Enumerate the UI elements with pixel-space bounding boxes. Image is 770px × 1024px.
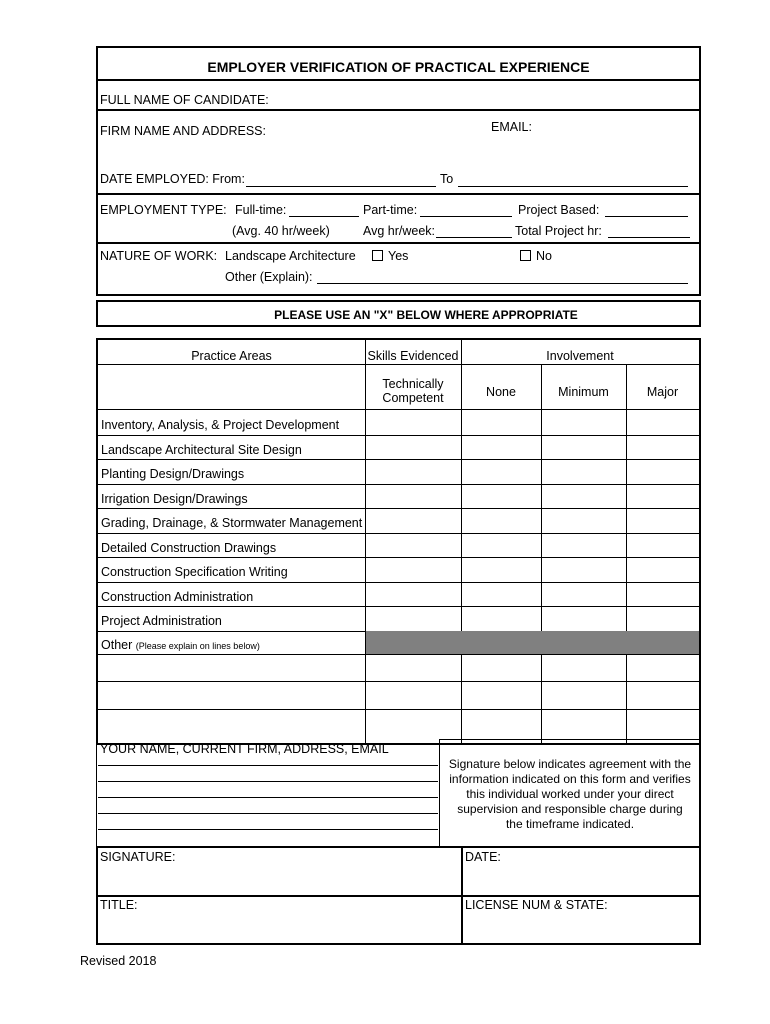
other-row-shading: [366, 631, 699, 654]
major-cell[interactable]: [627, 583, 699, 607]
minimum-cell[interactable]: [542, 485, 626, 509]
minimum-cell[interactable]: [542, 558, 626, 582]
your-name-line-1[interactable]: [98, 765, 438, 766]
nature-label: NATURE OF WORK:: [100, 249, 218, 263]
practice-area-label: Landscape Architectural Site Design: [101, 442, 302, 457]
project-based-field[interactable]: [605, 216, 688, 217]
skills-header: Skills Evidenced: [367, 349, 459, 363]
agreement-text: [440, 757, 700, 832]
license-label: LICENSE NUM & STATE:: [465, 898, 608, 912]
practice-area-label: Planting Design/Drawings: [101, 467, 245, 481]
none-cell[interactable]: [462, 411, 541, 435]
other-explain-line-1[interactable]: [98, 655, 365, 681]
yes-option[interactable]: Yes: [372, 249, 408, 263]
technically-competent-header: Technically Competent: [382, 377, 444, 405]
other-explain-line-3[interactable]: [98, 710, 365, 743]
practice-area-label: Construction Administration: [101, 589, 254, 604]
part-time-label: Part-time:: [363, 203, 418, 217]
avg-hr-field[interactable]: [436, 237, 512, 238]
full-time-field[interactable]: [289, 216, 359, 217]
technically-competent-cell[interactable]: [366, 509, 461, 533]
practice-areas-header: Practice Areas: [191, 349, 272, 363]
minimum-cell[interactable]: [542, 583, 626, 607]
major-cell[interactable]: [627, 460, 699, 484]
major-cell[interactable]: [627, 534, 699, 558]
minimum-cell[interactable]: [542, 534, 626, 558]
license-field[interactable]: [463, 912, 699, 942]
date-employed-label: DATE EMPLOYED: From:: [100, 172, 245, 186]
minimum-cell[interactable]: [542, 460, 626, 484]
date-field[interactable]: [463, 864, 699, 894]
minimum-cell[interactable]: [542, 509, 626, 533]
minimum-cell[interactable]: [542, 411, 626, 435]
your-name-line-3[interactable]: [98, 797, 438, 798]
revised-label: Revised 2018: [80, 954, 157, 968]
practice-area-label: Inventory, Analysis, & Project Development: [101, 418, 340, 432]
full-time-label: Full-time:: [235, 203, 287, 217]
major-cell[interactable]: [627, 607, 699, 631]
practice-area-label: Detailed Construction Drawings: [101, 540, 277, 555]
technically-competent-cell[interactable]: [366, 558, 461, 582]
no-checkbox[interactable]: [520, 250, 531, 261]
avg40-label: (Avg. 40 hr/week): [232, 224, 330, 238]
major-cell[interactable]: [627, 411, 699, 435]
firm-label: FIRM NAME AND ADDRESS:: [100, 124, 266, 138]
minimum-cell[interactable]: [542, 436, 626, 460]
major-header: Major: [646, 385, 679, 399]
none-cell[interactable]: [462, 460, 541, 484]
technically-competent-cell[interactable]: [366, 534, 461, 558]
your-name-line-2[interactable]: [98, 781, 438, 782]
project-based-label: Project Based:: [518, 203, 600, 217]
none-cell[interactable]: [462, 436, 541, 460]
major-cell[interactable]: [627, 509, 699, 533]
title-label: TITLE:: [100, 898, 138, 912]
none-cell[interactable]: [462, 485, 541, 509]
signature-label: SIGNATURE:: [100, 850, 176, 864]
none-cell[interactable]: [462, 509, 541, 533]
no-option[interactable]: No: [520, 249, 552, 263]
form-title: EMPLOYER VERIFICATION OF PRACTICAL EXPERIENCE: [207, 59, 590, 75]
agreement-line: Signature below indicates agreement with the: [448, 757, 692, 771]
date-from-field[interactable]: [246, 186, 436, 187]
none-cell[interactable]: [462, 558, 541, 582]
total-project-label: Total Project hr:: [515, 224, 602, 238]
none-cell[interactable]: [462, 607, 541, 631]
technically-competent-cell[interactable]: [366, 485, 461, 509]
title-field[interactable]: [98, 912, 460, 942]
to-label: To: [440, 172, 454, 186]
technically-competent-cell[interactable]: [366, 607, 461, 631]
agreement-line: the timeframe indicated.: [505, 817, 635, 831]
total-project-field[interactable]: [608, 237, 690, 238]
practice-area-label: Irrigation Design/Drawings: [101, 491, 248, 506]
none-cell[interactable]: [462, 583, 541, 607]
full-name-label: FULL NAME OF CANDIDATE:: [100, 93, 269, 107]
technically-competent-cell[interactable]: [366, 436, 461, 460]
your-name-label: YOUR NAME, CURRENT FIRM, ADDRESS, EMAIL: [100, 742, 389, 756]
other-explain-line-2[interactable]: [98, 682, 365, 709]
technically-competent-cell[interactable]: [366, 460, 461, 484]
technically-competent-cell[interactable]: [366, 583, 461, 607]
minimum-cell[interactable]: [542, 607, 626, 631]
yes-checkbox[interactable]: [372, 250, 383, 261]
agreement-line: this individual worked under your direct: [466, 787, 674, 801]
agreement-line: supervision and responsible charge during: [457, 802, 683, 816]
practice-area-label: Construction Specification Writing: [101, 565, 288, 579]
date-to-field[interactable]: [458, 186, 688, 187]
minimum-header: Minimum: [558, 385, 609, 399]
other-explain-field[interactable]: [317, 283, 688, 284]
employment-type-label: EMPLOYMENT TYPE:: [100, 203, 227, 217]
practice-area-label: Grading, Drainage, & Stormwater Management: [101, 516, 363, 530]
other-row-label: Other (Please explain on lines below): [101, 638, 260, 652]
major-cell[interactable]: [627, 436, 699, 460]
part-time-field[interactable]: [420, 216, 512, 217]
major-cell[interactable]: [627, 485, 699, 509]
email-label: EMAIL:: [491, 120, 532, 134]
practice-area-label: Project Administration: [101, 614, 222, 628]
involvement-header: Involvement: [546, 349, 614, 363]
your-name-line-5[interactable]: [98, 829, 438, 830]
your-name-line-4[interactable]: [98, 813, 438, 814]
none-cell[interactable]: [462, 534, 541, 558]
major-cell[interactable]: [627, 558, 699, 582]
none-header: None: [486, 385, 516, 399]
signature-field[interactable]: [98, 864, 460, 894]
agreement-line: information indicated on this form and verifies: [449, 772, 691, 786]
landscape-label: Landscape Architecture: [225, 249, 356, 263]
date-label: DATE:: [465, 850, 501, 864]
instruction-text: PLEASE USE AN "X" BELOW WHERE APPROPRIATE: [274, 308, 578, 322]
avg-hr-label: Avg hr/week:: [363, 224, 436, 238]
other-explain-label: Other (Explain):: [225, 270, 313, 284]
technically-competent-cell[interactable]: [366, 411, 461, 435]
